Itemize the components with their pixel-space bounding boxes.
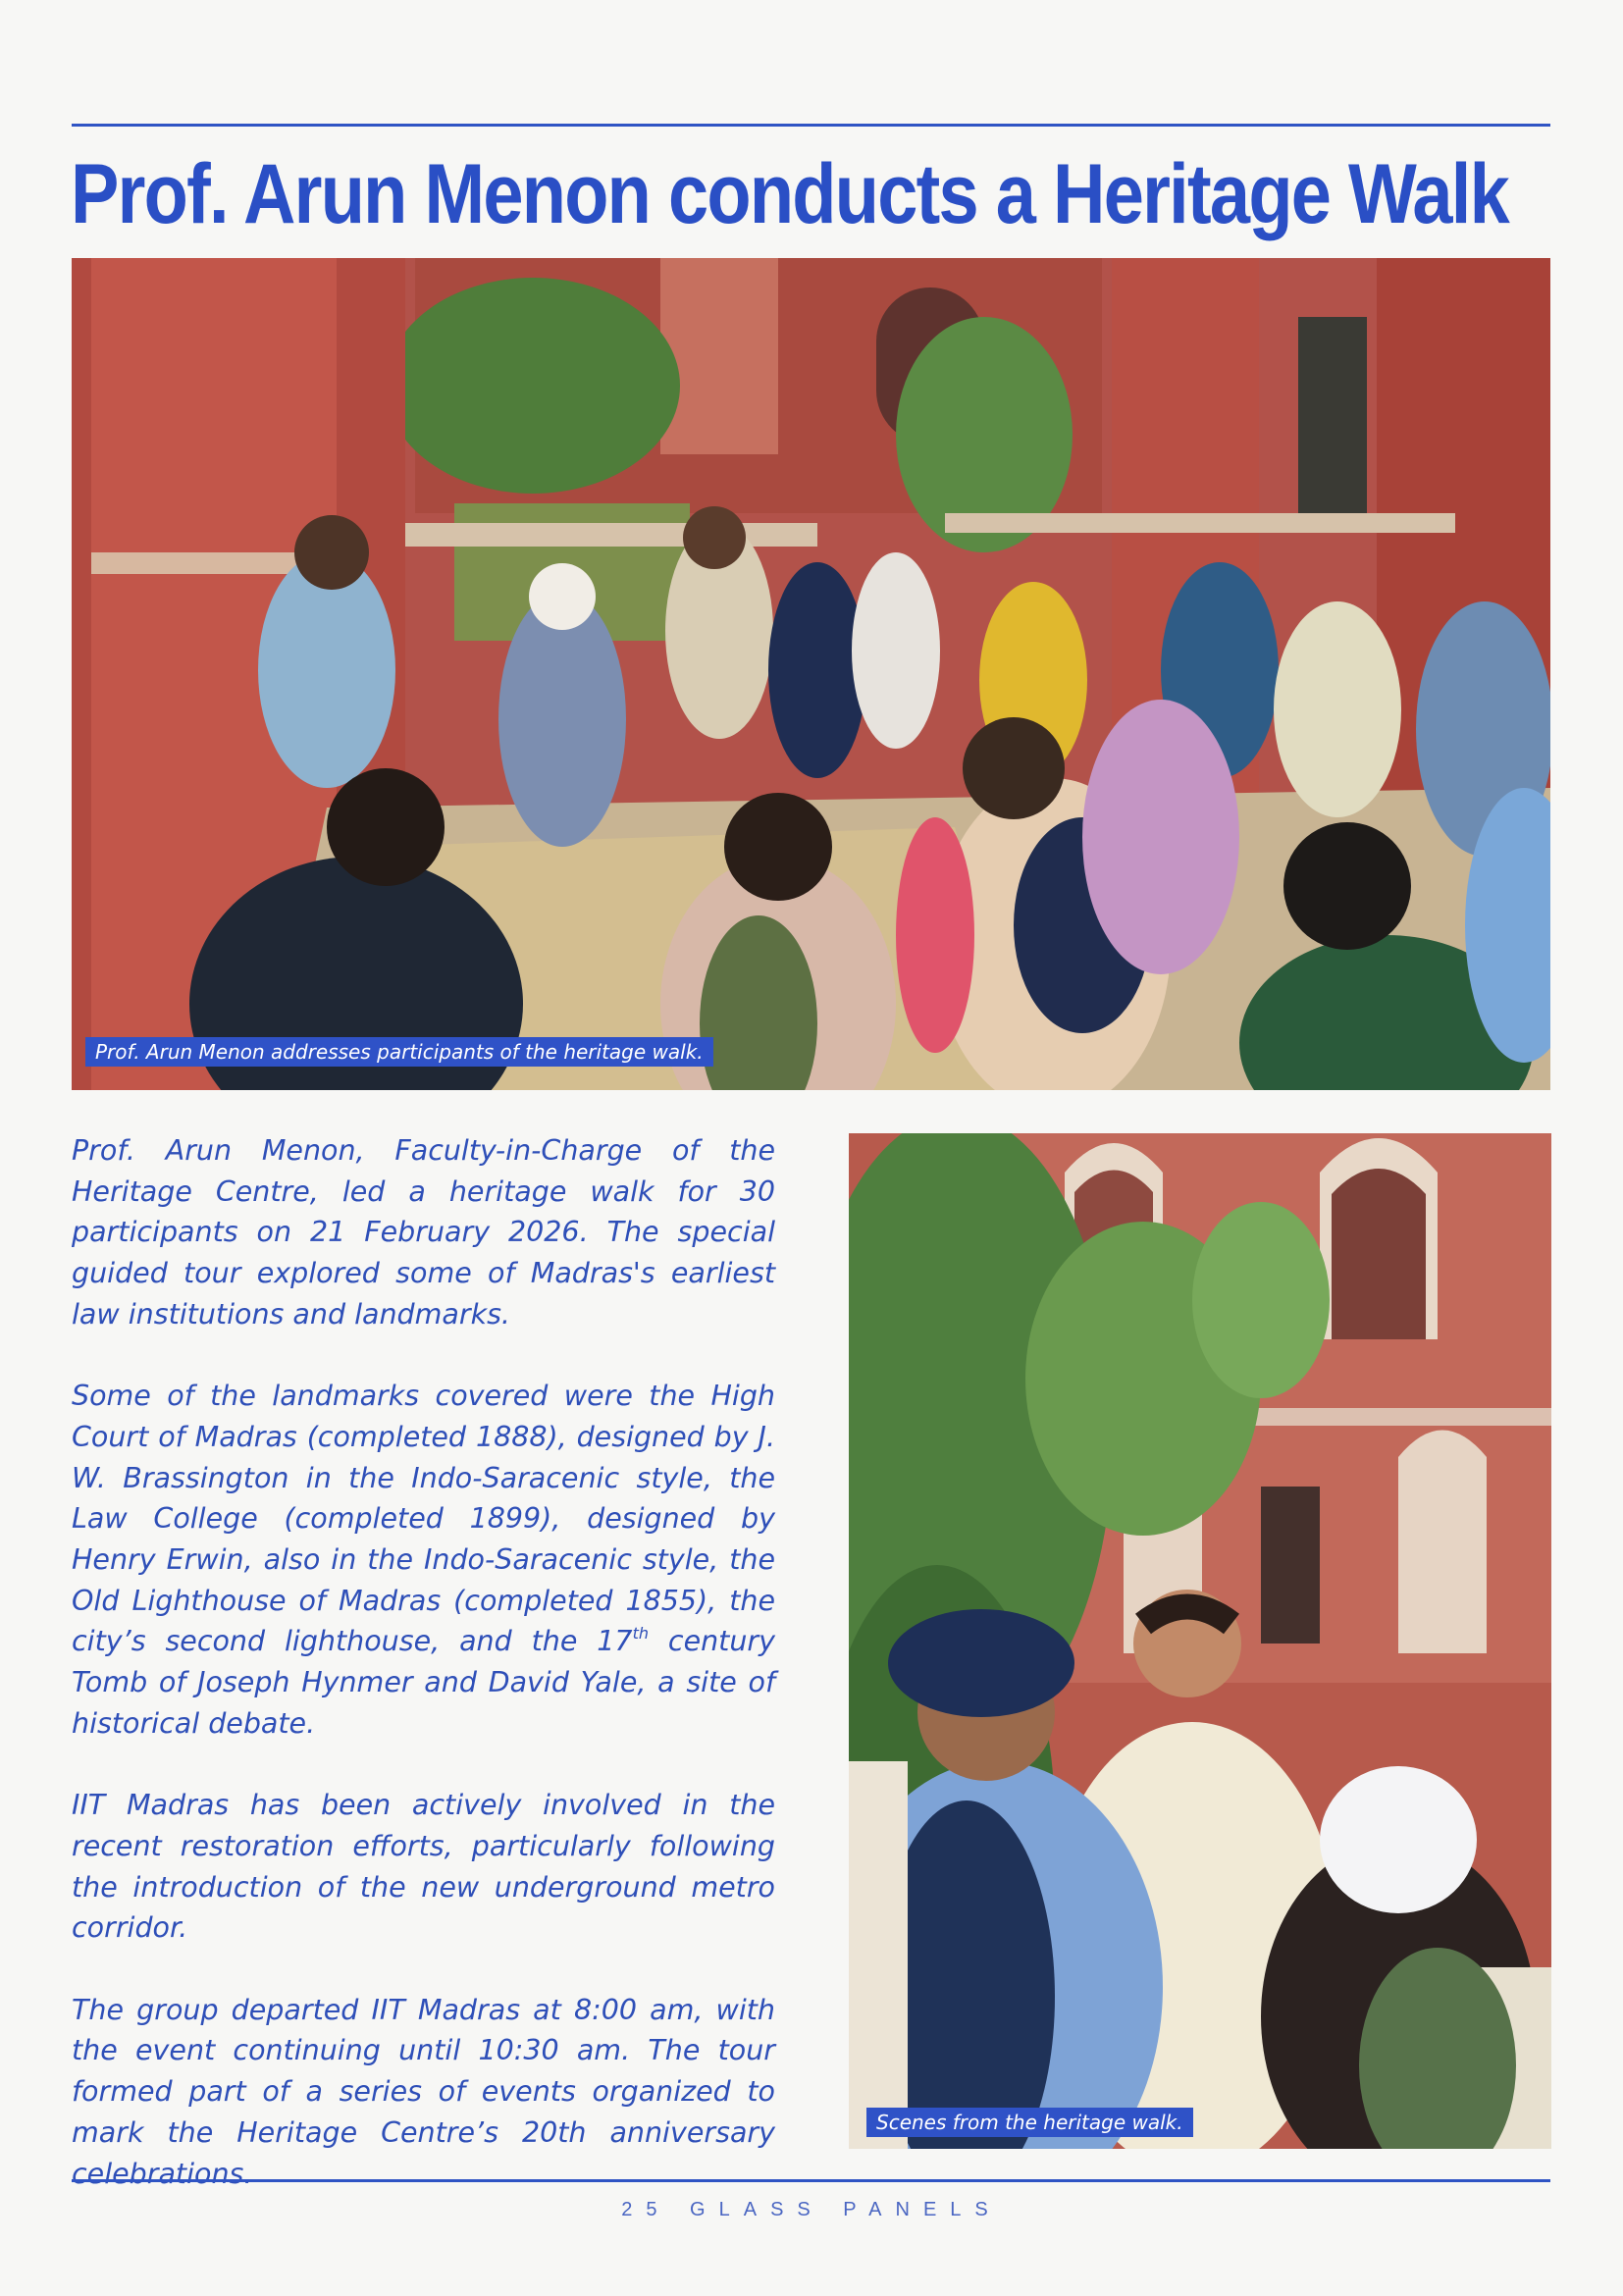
paragraph-landmarks [72,1376,775,1744]
heritage-walk-scene-photo [849,1133,1551,2149]
top-divider [72,124,1550,127]
heritage-walk-group-photo [72,258,1550,1090]
page-footer [0,2199,1623,2221]
paragraph-landmarks-part-1: Some of the landmarks covered were the High Court of Madras (completed 1888), designed by J. W. Brassington in the Indo-Saracenic style, the Law College (completed 1899), designed by Henry Erwin, also in the Indo-Saracenic style, the Old Lighthouse of Madras (completed 1855), the city’s second lighthouse, and the 17 [72,1380,775,1658]
paragraph-schedule: The group departed IIT Madras at 8:00 am, with the event continuing until 10:30 am. The tour formed part of a series of events organized to mark the Heritage Centre’s 20th anniversary celebrations. [72,1993,775,2190]
main-photo-caption: Prof. Arun Menon addresses participants of the heritage walk. [85,1037,713,1067]
paragraph-intro: Prof. Arun Menon, Faculty-in-Charge of the Heritage Centre, led a heritage walk for 30 participants on 21 February 2026. The special guided tour explored some of Madras's earliest law institutions and landmarks. [72,1134,775,1331]
paragraph-landmarks-part-2: century Tomb of Joseph Hynmer and David Yale, a site of historical debate. [72,1625,775,1740]
article-title: Prof. Arun Menon conducts a Heritage Walk [71,147,1509,241]
bottom-divider [72,2179,1550,2182]
paragraph-restoration: IIT Madras has been actively involved in the recent restoration efforts, particularly following the introduction of the new underground metro corridor. [72,1789,775,1945]
publication-name: GLASS PANELS [690,2199,1002,2220]
side-photo-caption: Scenes from the heritage walk. [866,2108,1193,2137]
page-number: 25 [621,2199,671,2220]
ordinal-superscript: th [632,1624,649,1644]
article-body [72,1130,775,2194]
